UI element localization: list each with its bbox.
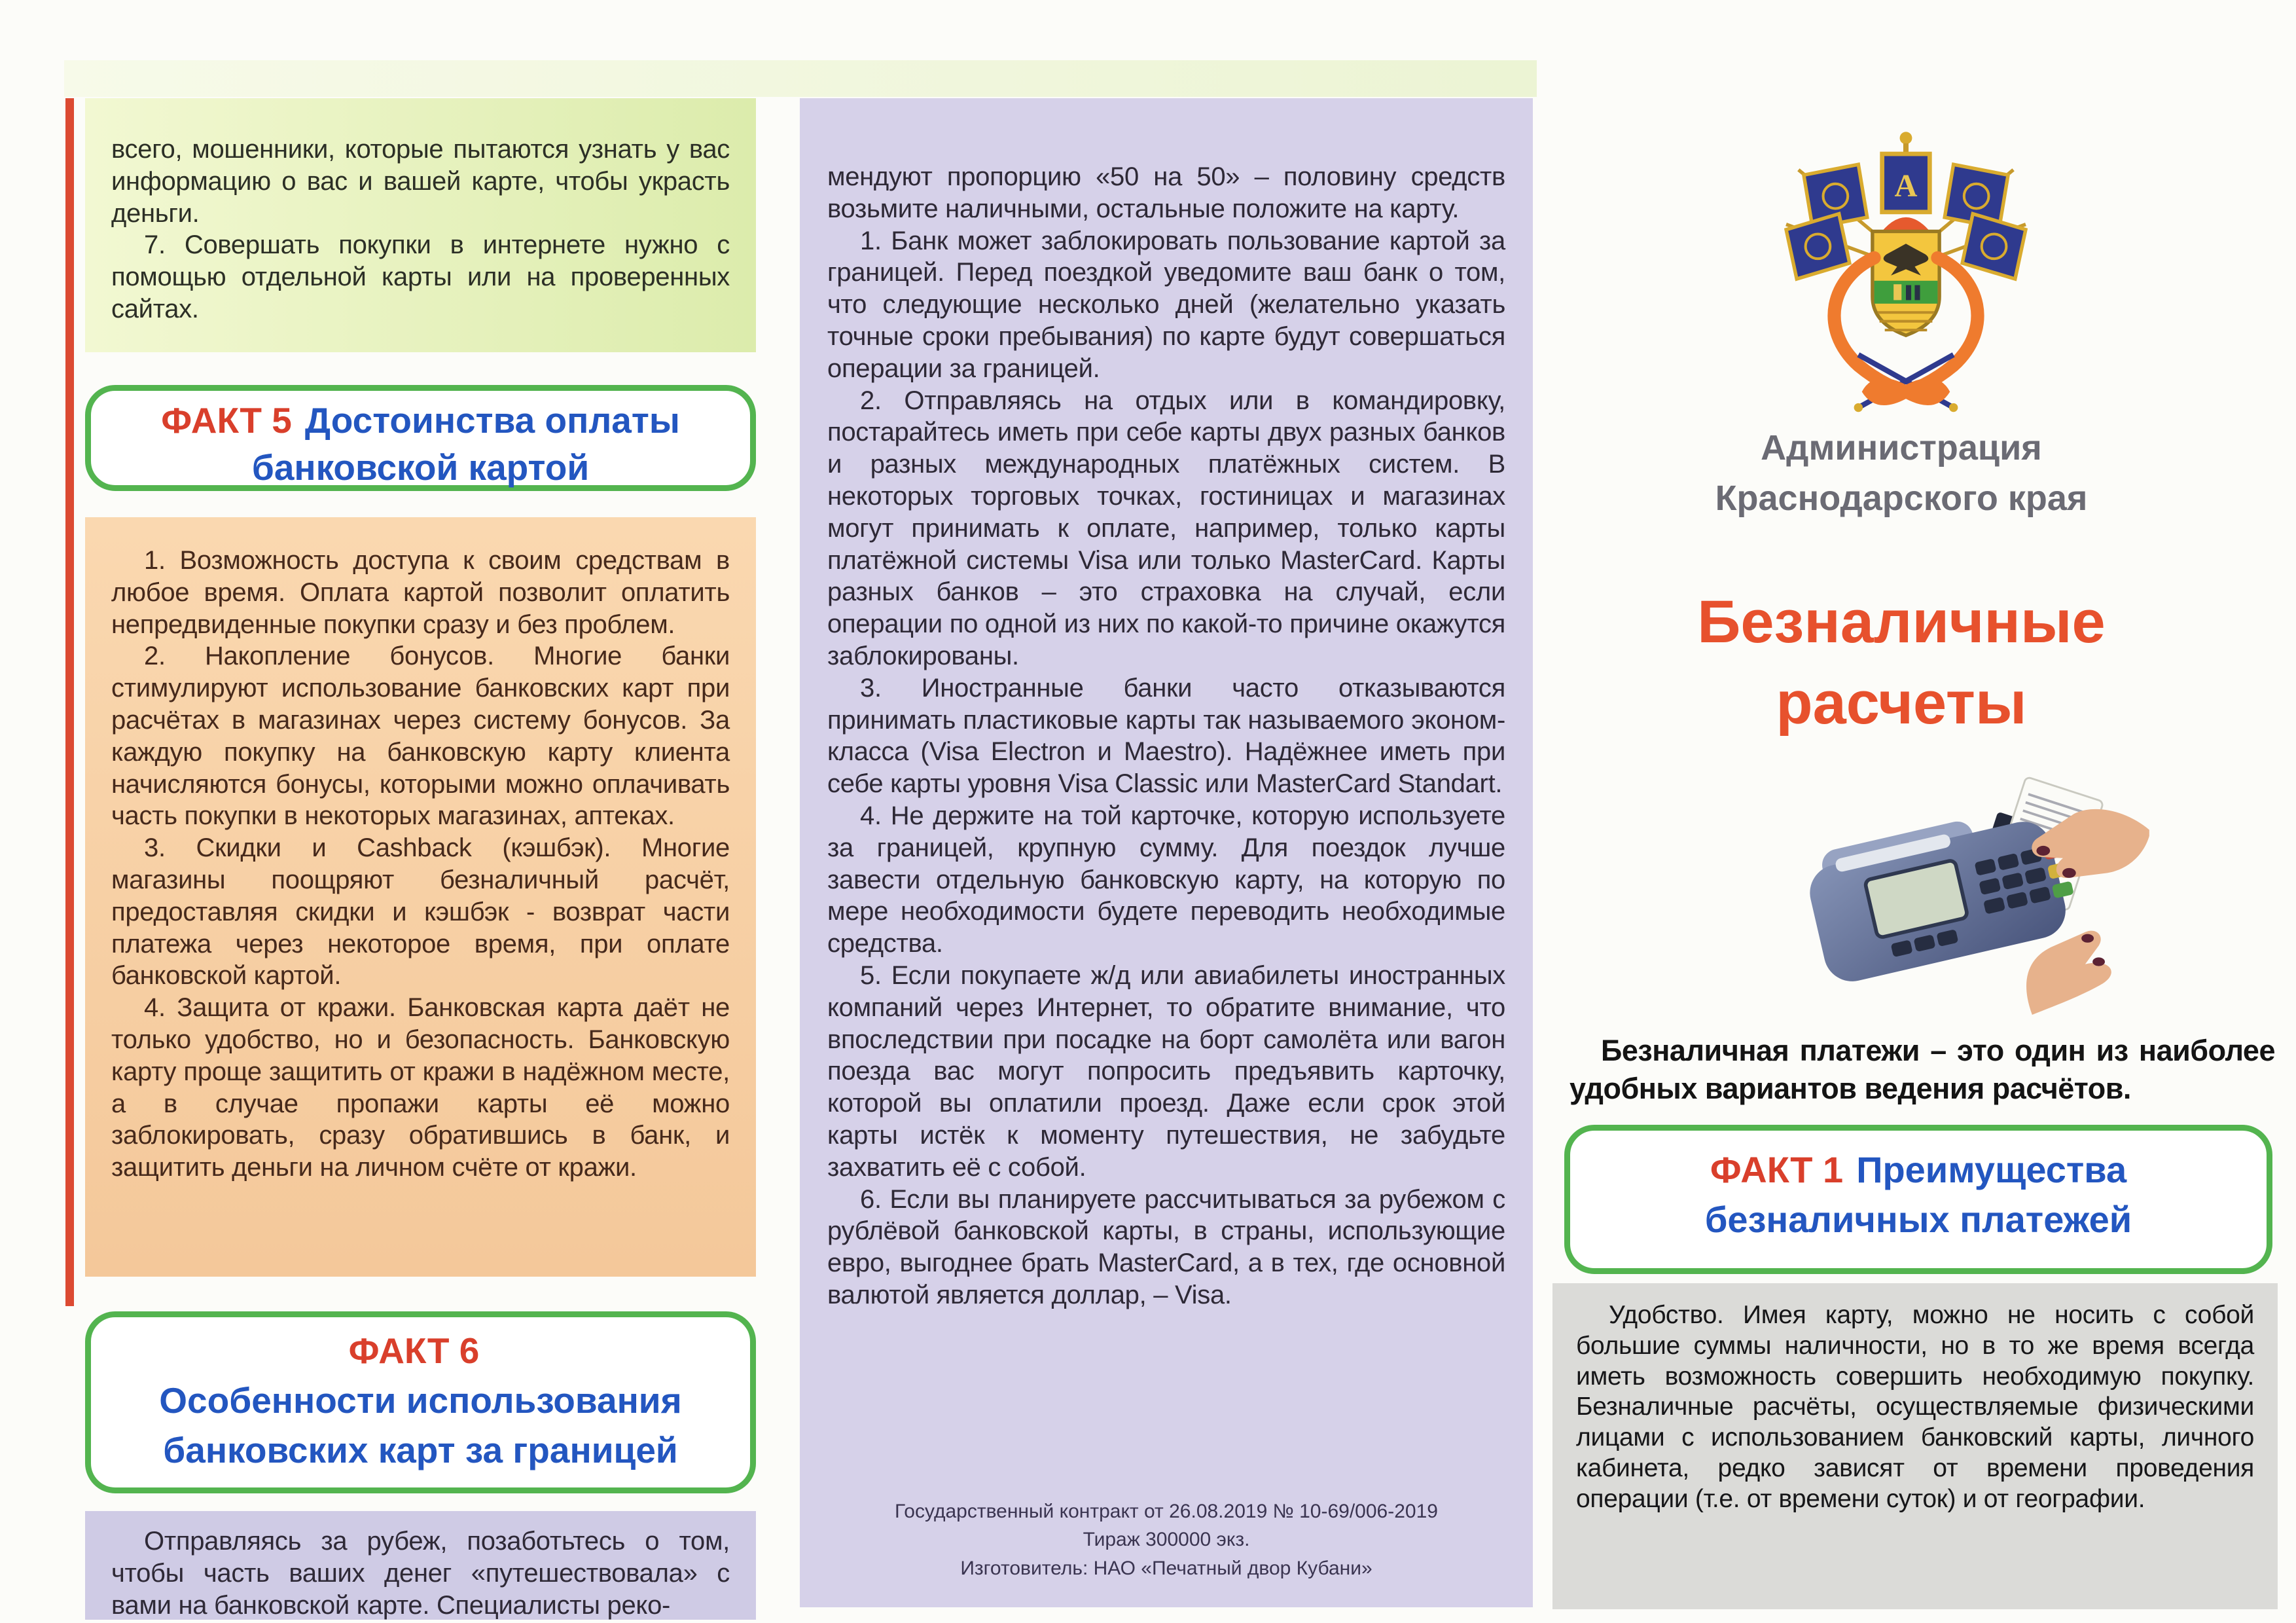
imprint <box>800 1497 1533 1583</box>
lead-text: Безналичная платежи – это один из наиболее удобных вариантов ведения расчётов. <box>1570 1034 2275 1105</box>
left-intro-block <box>85 98 756 352</box>
fact5-title: Достоинства оплаты банковской картой <box>251 400 680 488</box>
svg-text:А: А <box>1894 168 1918 204</box>
fact5-label: ФАКТ 5 <box>161 400 292 441</box>
abroad-intro-block <box>85 1511 756 1620</box>
advantage-item: 1. Возможность доступа к своим средствам в любое время. Оплата картой позволит оплатить непредвиденные покупки сразу и без проблем. <box>111 546 730 639</box>
left-fold-red-line <box>65 98 74 1306</box>
intro-continuation-text: всего, мошенники, которые пытаются узнать у вас информацию о вас и вашей карте, чтобы украсть деньги. <box>111 135 730 228</box>
tip-item: 6. Если вы планируете рассчитываться за рубежом с рублёвой банковской карты, в страны, использующие евро, выгоднее брать MasterCard, а в тех, где основной валютой является доллар, – Visa. <box>827 1184 1505 1309</box>
tip-item: 5. Если покупаете ж/д или авиабилеты иностранных компаний через Интернет, то обратите внимание, что впоследствии при посадке на борт самолёта или вагон поезда вас могут попросить предъявить карточку, которой вы оплатили проезд. Даже если срок этой карты истёк к моменту путешествия, не забудьте захватить её с собой. <box>827 960 1505 1182</box>
imprint-contract: Государственный контракт от 26.08.2019 № 10-69/006-2019 <box>895 1500 1438 1522</box>
organization-line2: Краснодарского края <box>1715 478 2088 518</box>
abroad-intro-text: Отправляясь за рубеж, позаботьтесь о том, чтобы часть ваших денег «путешествовала» с вами на банковской карте. Специалисты реко- <box>111 1527 730 1620</box>
abroad-tips-list <box>827 225 1505 1311</box>
fact5-heading-box <box>85 385 756 491</box>
organization-line1: Администрация <box>1761 428 2042 467</box>
benefit-text: Удобство. Имея карту, можно не носить с собой большие суммы наличности, но в то же время всегда иметь возможность совершить необходимую покупку. Безналичные расчёты, осуществляемые физическими лицами с использованием банковский карты, личного кабинета, редко зависят от времени проведения операции (т.е. от времени суток) и от географии. <box>1576 1301 2254 1513</box>
tip-item: 1. Банк может заблокировать пользование картой за границей. Перед поездкой уведомите ваш банк о том, что следующие несколько дней (желательно указать точные сроки пребывания) по карте будут совершаться операции за границей. <box>827 226 1505 383</box>
fact6-label: ФАКТ 6 <box>348 1330 480 1371</box>
advantage-item: 3. Скидки и Cashback (кэшбэк). Многие магазины поощряют безналичный расчёт, предоставляя скидки и кэшбэк - возврат части платежа через некоторое время, при оплате банковской картой. <box>111 833 730 991</box>
tip-item: 3. Иностранные банки часто отказываются принимать пластиковые карты так называемого эконом-класса (Visa Electron и Maestro). Надёжнее иметь при себе карты уровня Visa Classic или MasterCard Standart. <box>827 673 1505 799</box>
imprint-manufacturer: Изготовитель: НАО «Печатный двор Кубани» <box>960 1557 1372 1579</box>
krasnodar-coat-of-arms-icon <box>1768 126 2043 416</box>
imprint-print-run: Тираж 300000 экз. <box>1083 1529 1250 1550</box>
tip-item: 2. Отправляясь на отдых или в командировку, постарайтесь иметь при себе карты двух разных банков и разных международных платёжных систем. В некоторых торговых точках, гостиницах и магазинах могут принимать к оплате, например, только карты платёжной системы Visa или только MasterCard. Карты разных банков – это страховка на случай, если операции по одной из них по какой-то причине окажутся заблокированы. <box>827 386 1505 670</box>
card-advantages-block <box>85 517 756 1277</box>
page-title <box>1571 581 2232 744</box>
fact1-title-line2: безналичных платежей <box>1704 1198 2132 1240</box>
page-title-line1: Безналичные <box>1697 589 2106 655</box>
fact6-heading-box <box>85 1311 756 1493</box>
organization-name <box>1604 423 2199 523</box>
abroad-continuation-text: мендуют пропорцию «50 на 50» – половину средств возьмите наличными, остальные положите на карту. <box>827 162 1505 223</box>
abroad-tips-column <box>800 98 1533 1607</box>
fact1-heading-box <box>1564 1125 2272 1274</box>
fact1-title-line1: Преимущества <box>1856 1149 2127 1190</box>
tip-item: 4. Не держите на той карточке, которую используете за границей, крупную сумму. Для поездок лучше завести отдельную банковскую карту, на которую по мере необходимости будете переводить необходимые средства. <box>827 801 1505 958</box>
top-edge-tint <box>64 60 1537 97</box>
pos-terminal-photo <box>1733 750 2159 1015</box>
benefit-block <box>1552 1283 2278 1609</box>
advantage-item: 4. Защита от кражи. Банковская карта даёт не только удобство, но и безопасность. Банковскую карту проще защитить от кражи в надёжном месте, а в случае пропажи карты её можно заблокировать, сразу обратившись в банк, и защитить деньги на личном счёте от кражи. <box>111 993 730 1182</box>
page-title-line2: расчеты <box>1776 670 2027 737</box>
fact1-label: ФАКТ 1 <box>1710 1149 1844 1190</box>
fact6-title-line1: Особенности использования <box>159 1379 682 1421</box>
fact6-title-line2: банковских карт за границей <box>163 1429 678 1470</box>
intro-item7-text: 7. Совершать покупки в интернете нужно с помощью отдельной карты или на проверенных сайтах. <box>111 230 730 323</box>
advantage-item: 2. Накопление бонусов. Многие банки стимулируют использование банковских карт при расчётах в магазинах через систему бонусов. За каждую покупку на банковскую карту клиента начисляются бонусы, которыми можно оплачивать часть покупки в некоторых магазинах, аптеках. <box>111 642 730 831</box>
